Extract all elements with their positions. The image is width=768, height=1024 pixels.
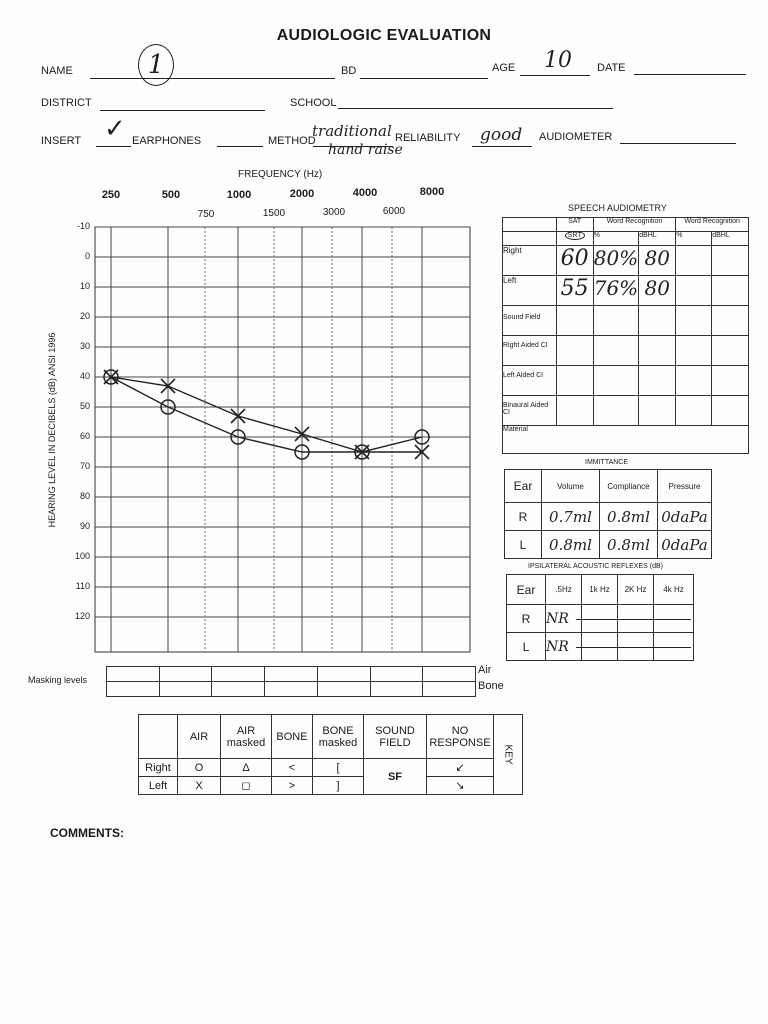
dbhl-header-2: dBHL	[712, 232, 749, 246]
right-air-line	[111, 377, 422, 452]
masking-air-label: Air	[478, 664, 492, 676]
reflexes-title: IPSILATERAL ACOUSTIC REFLEXES (dB)	[528, 563, 663, 570]
sat-header: SAT	[556, 218, 593, 232]
age-label: AGE	[492, 62, 516, 74]
dbhl-header: dBHL	[639, 232, 676, 246]
insert-label: INSERT	[41, 135, 82, 147]
freq-1500: 1500	[262, 208, 286, 219]
y-tick-30: 30	[79, 341, 90, 351]
speech-row-right: Right 60 80% 80	[503, 246, 749, 276]
freq-750: 750	[197, 209, 215, 220]
speech-row-sound-field: Sound Field	[503, 306, 749, 336]
immittance-table: Ear Volume Compliance Pressure R 0.7ml 0.8ml 0daPa L 0.8ml 0.8ml 0daPa	[504, 469, 712, 559]
district-label: DISTRICT	[41, 97, 92, 109]
freq-2000: 2000	[289, 188, 315, 200]
pct-header: %	[593, 232, 638, 246]
y-tick-20: 20	[79, 311, 90, 321]
date-label: DATE	[597, 62, 626, 74]
age-value: 10	[544, 48, 572, 73]
y-tick-110: 110	[75, 581, 90, 591]
y-tick-100: 100	[74, 551, 90, 561]
freq-1000: 1000	[226, 189, 252, 201]
earphones-label: EARPHONES	[132, 135, 202, 147]
comments-label: COMMENTS:	[50, 826, 124, 840]
symbol-key-table: AIR AIR masked BONE BONE masked SOUND FIELD NO RESPONSE KEY Right O Δ < [ SF ↙ Left X ◻ > ] ↘	[138, 714, 523, 795]
freq-500: 500	[161, 189, 181, 201]
srt-header: SRT	[556, 232, 593, 246]
page-title: AUDIOLOGIC EVALUATION	[276, 27, 492, 44]
pct-header-2: %	[676, 232, 712, 246]
reflexes-row-l: L NR	[507, 633, 694, 661]
freq-3000: 3000	[322, 207, 346, 218]
freq-6000: 6000	[382, 206, 406, 217]
word-recognition-header-2: Word Recognition	[676, 218, 749, 232]
immittance-title: IMMITTANCE	[585, 459, 629, 466]
masking-label: Masking levels	[28, 675, 88, 685]
speech-title: SPEECH AUDIOMETRY	[568, 203, 667, 213]
y-tick-80: 80	[79, 491, 90, 501]
method-value-line1: traditional	[312, 122, 392, 140]
school-label: SCHOOL	[290, 97, 337, 109]
y-tick-60: 60	[79, 431, 90, 441]
freq-8000: 8000	[419, 186, 445, 198]
speech-row-binaural-aided: Binaural Aided CI	[503, 396, 749, 426]
insert-check-icon: ✓	[104, 114, 126, 144]
masking-table	[106, 666, 476, 697]
y-axis-label: HEARING LEVEL IN DECIBELS (dB) ANSI 1996	[47, 332, 57, 528]
word-recognition-header: Word Recognition	[593, 218, 675, 232]
reflexes-row-r: R NR	[507, 605, 694, 633]
freq-250: 250	[101, 189, 121, 201]
immittance-row-r: R 0.7ml 0.8ml 0daPa	[505, 503, 712, 531]
reliability-label: RELIABILITY	[395, 132, 461, 144]
masking-bone-label: Bone	[478, 680, 504, 692]
method-label: METHOD	[268, 135, 316, 147]
y-tick-50: 50	[79, 401, 90, 411]
reflexes-table: Ear .5Hz 1k Hz 2K Hz 4k Hz R NR L NR	[506, 574, 694, 661]
reliability-value: good	[480, 125, 523, 145]
y-tick-10: 10	[79, 281, 90, 291]
y-tick--10: -10	[76, 221, 90, 231]
y-tick-120: 120	[74, 611, 90, 621]
immittance-row-l: L 0.8ml 0.8ml 0daPa	[505, 531, 712, 559]
y-tick-90: 90	[79, 521, 90, 531]
frequency-label: FREQUENCY (Hz)	[238, 169, 323, 180]
freq-4000: 4000	[352, 187, 378, 199]
y-tick-70: 70	[79, 461, 90, 471]
speech-row-material: Material	[503, 426, 749, 454]
speech-table	[502, 217, 749, 454]
speech-row-left-aided: Left Aided CI	[503, 366, 749, 396]
name-label: NAME	[41, 65, 73, 77]
key-row-right: Right O Δ < [ SF ↙	[139, 759, 523, 777]
audiometer-label: AUDIOMETER	[539, 131, 613, 143]
bd-label: BD	[341, 65, 357, 77]
speech-row-right-aided: Right Aided CI	[503, 336, 749, 366]
key-row-left: Left X ◻ > ] ↘	[139, 777, 523, 795]
method-value-line2: hand raise	[328, 142, 403, 158]
name-value: 1	[138, 44, 174, 86]
y-tick-0: 0	[84, 251, 90, 261]
speech-row-left: Left 55 76% 80	[503, 276, 749, 306]
y-tick-40: 40	[79, 371, 90, 381]
left-air-line	[111, 377, 422, 452]
